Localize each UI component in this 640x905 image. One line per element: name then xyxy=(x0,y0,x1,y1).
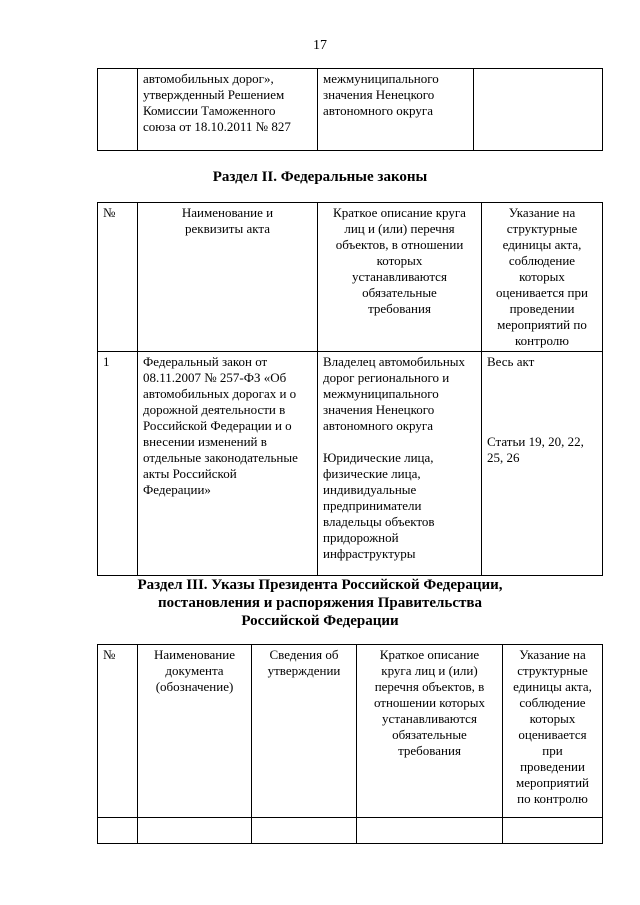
section3-title: Раздел III. Указы Президента Российской Федерации, постановления и распоряжения Правительства Российской Федерации xyxy=(137,577,503,629)
empty-cell xyxy=(252,818,357,844)
header-name: Наименование и реквизиты акта xyxy=(138,203,318,352)
header-units: Указание на структурные единицы акта, соблюдение которых оценивается при проведении мероприятий по контролю xyxy=(503,645,603,818)
header-description: Краткое описание круга лиц и (или) перечня объектов, в отношении которых устанавливаются обязательные требования xyxy=(357,645,503,818)
header-row xyxy=(98,645,603,818)
empty-cell xyxy=(138,818,252,844)
row-num: 1 xyxy=(98,352,138,576)
table-row xyxy=(98,352,603,576)
header-name: Наименование документа (обозначение) xyxy=(138,645,252,818)
cont-cell-name: автомобильных дорог», утвержденный Решением Комиссии Таможенного союза от 18.10.2011 № 827 xyxy=(138,69,318,151)
header-description: Краткое описание круга лиц и (или) перечня объектов, в отношении которых устанавливаются обязательные требования xyxy=(318,203,482,352)
row-name: Федеральный закон от 08.11.2007 № 257-ФЗ «Об автомобильных дорогах и о дорожной деятельности в Российской Федерации и о внесении изменений в отдельные законодательные акты Российской Федерации» xyxy=(138,352,318,576)
empty-cell xyxy=(98,818,138,844)
federal-laws-table xyxy=(97,202,603,576)
header-approval: Сведения об утверждении xyxy=(252,645,357,818)
table-row xyxy=(98,818,603,844)
cont-cell-units xyxy=(474,69,603,151)
header-num: № xyxy=(98,645,138,818)
continuation-table xyxy=(97,68,603,151)
cont-cell-num xyxy=(98,69,138,151)
empty-cell xyxy=(503,818,603,844)
empty-cell xyxy=(357,818,503,844)
row-description: Владелец автомобильных дорог регионального и межмуниципального значения Ненецкого автономного округа Юридические лица, физические лица, индивидуальные предприниматели владельцы объектов придорожной инфраструктуры xyxy=(318,352,482,576)
section2-title: Раздел II. Федеральные законы xyxy=(212,169,428,185)
header-row xyxy=(98,203,603,352)
row-units: Весь акт Статьи 19, 20, 22, 25, 26 xyxy=(482,352,603,576)
cont-cell-desc: межмуниципального значения Ненецкого автономного округа xyxy=(318,69,474,151)
decrees-table xyxy=(97,644,603,844)
page-number: 17 xyxy=(313,38,327,53)
header-num: № xyxy=(98,203,138,352)
header-units: Указание на структурные единицы акта, соблюдение которых оценивается при проведении мероприятий по контролю xyxy=(482,203,603,352)
